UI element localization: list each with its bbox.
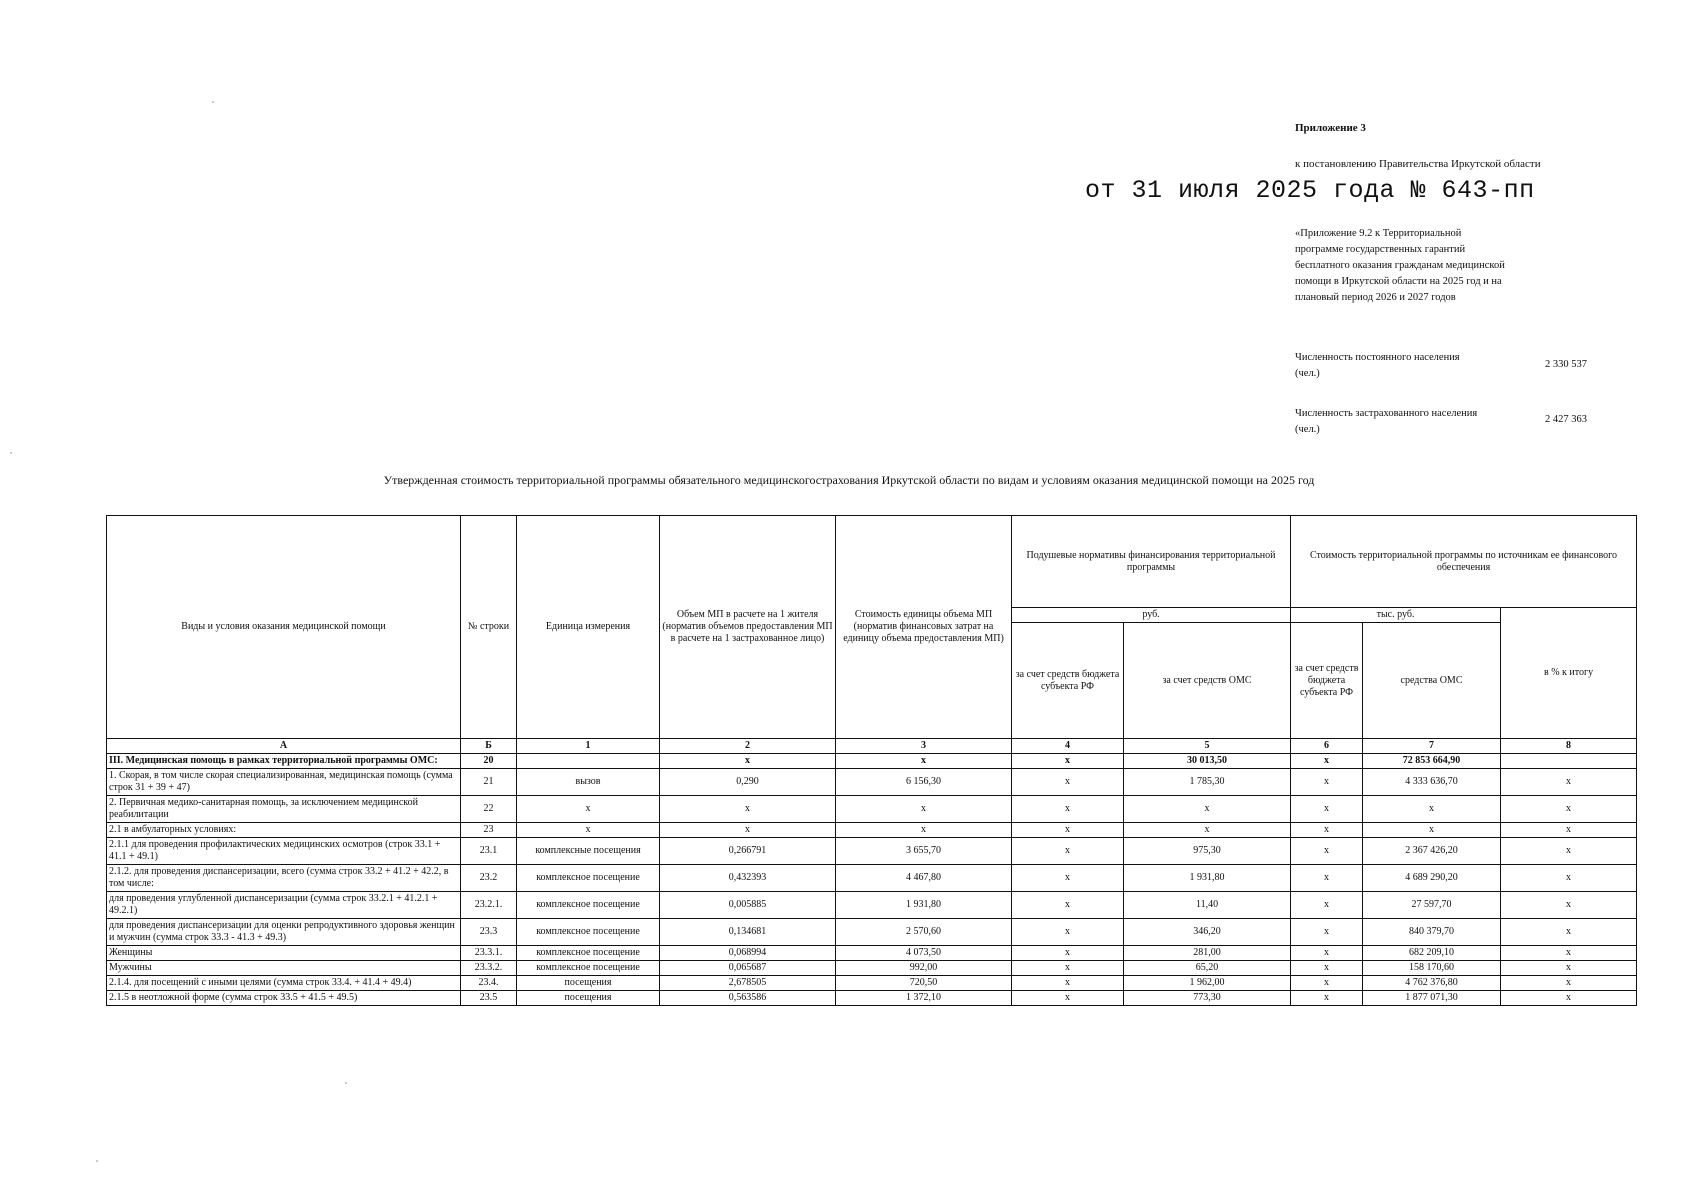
row-unit: комплексное посещение (517, 892, 660, 919)
row-unit: вызов (517, 769, 660, 796)
row-budget-norm: х (1012, 865, 1124, 892)
row-unit-cost: 3 655,70 (836, 838, 1012, 865)
row-line-no: 23.3.1. (461, 946, 517, 961)
header-line-no: № строки (461, 516, 517, 739)
table-row (107, 823, 1637, 838)
row-oms-norm: 346,20 (1124, 919, 1291, 946)
row-volume: 0,563586 (660, 991, 836, 1006)
row-oms-norm: х (1124, 796, 1291, 823)
row-oms-cost: 840 379,70 (1363, 919, 1501, 946)
row-kind: Женщины (107, 946, 461, 961)
row-kind: 2.1.5 в неотложной форме (сумма строк 33.5 + 41.5 + 49.5) (107, 991, 461, 1006)
row-percent: х (1501, 823, 1637, 838)
row-kind: для проведения углубленной диспансеризации (сумма строк 33.2.1 + 41.2.1 + 49.2.1) (107, 892, 461, 919)
row-unit-cost: х (836, 823, 1012, 838)
row-unit (517, 754, 660, 769)
row-oms-cost: 4 333 636,70 (1363, 769, 1501, 796)
row-percent: х (1501, 892, 1637, 919)
row-budget-norm: х (1012, 892, 1124, 919)
row-unit-cost: 1 931,80 (836, 892, 1012, 919)
row-line-no: 22 (461, 796, 517, 823)
annex-text: «Приложение 9.2 к Территориальной программе государственных гарантий бесплатного оказания гражданам медицинской помощи в Иркутской области на 2025 год и на плановый период 2026 и 2027 годов (1295, 228, 1505, 303)
table-row (107, 991, 1637, 1006)
row-unit-cost: 4 073,50 (836, 946, 1012, 961)
row-line-no: 23.5 (461, 991, 517, 1006)
row-kind: 2.1 в амбулаторных условиях: (107, 823, 461, 838)
column-number: А (107, 739, 461, 754)
row-volume: х (660, 754, 836, 769)
header-oms-norm: за счет средств ОМС (1124, 623, 1291, 739)
row-volume: х (660, 796, 836, 823)
column-number: 3 (836, 739, 1012, 754)
row-oms-norm: 1 931,80 (1124, 865, 1291, 892)
row-line-no: 23 (461, 823, 517, 838)
row-volume: 0,005885 (660, 892, 836, 919)
column-number: 5 (1124, 739, 1291, 754)
row-line-no: 23.3.2. (461, 961, 517, 976)
row-oms-norm: 281,00 (1124, 946, 1291, 961)
column-numbering-row (107, 739, 1637, 754)
row-unit: комплексное посещение (517, 961, 660, 976)
row-percent: х (1501, 865, 1637, 892)
header-volume: Объем МП в расчете на 1 жителя (норматив объемов предоставления МП в расчете на 1 застрахованное лицо) (660, 516, 836, 739)
row-percent: х (1501, 796, 1637, 823)
row-unit-cost: 720,50 (836, 976, 1012, 991)
row-kind: 2.1.2. для проведения диспансеризации, всего (сумма строк 33.2 + 41.2 + 42.2, в том числе: (107, 865, 461, 892)
table-row (107, 892, 1637, 919)
row-budget-cost: х (1291, 991, 1363, 1006)
insured-population-value: 2 427 363 (1545, 414, 1587, 425)
row-budget-norm: х (1012, 796, 1124, 823)
row-budget-cost: х (1291, 976, 1363, 991)
table-row (107, 865, 1637, 892)
row-oms-norm: 1 962,00 (1124, 976, 1291, 991)
row-line-no: 23.2 (461, 865, 517, 892)
row-volume: 0,266791 (660, 838, 836, 865)
row-budget-norm: х (1012, 946, 1124, 961)
row-volume: 0,068994 (660, 946, 836, 961)
header-per-capita-norms: Подушевые нормативы финансирования территориальной программы (1012, 516, 1291, 608)
row-volume: х (660, 823, 836, 838)
table-row (107, 754, 1637, 769)
row-budget-cost: х (1291, 919, 1363, 946)
header-budget-cost: за счет средств бюджета субъекта РФ (1291, 623, 1363, 739)
column-number: 8 (1501, 739, 1637, 754)
table-row (107, 796, 1637, 823)
row-budget-norm: х (1012, 769, 1124, 796)
row-oms-norm: х (1124, 823, 1291, 838)
row-oms-cost: 4 762 376,80 (1363, 976, 1501, 991)
row-unit: комплексное посещение (517, 946, 660, 961)
row-oms-cost: 72 853 664,90 (1363, 754, 1501, 769)
header-budget-norm: за счет средств бюджета субъекта РФ (1012, 623, 1124, 739)
row-line-no: 23.3 (461, 919, 517, 946)
row-percent: х (1501, 991, 1637, 1006)
row-oms-norm: 1 785,30 (1124, 769, 1291, 796)
header-percent: в % к итогу (1501, 608, 1637, 739)
row-budget-norm: х (1012, 961, 1124, 976)
header-unit: Единица измерения (517, 516, 660, 739)
row-oms-norm: 773,30 (1124, 991, 1291, 1006)
row-percent: х (1501, 976, 1637, 991)
row-kind: 2.1.4. для посещений с иными целями (сумма строк 33.4. + 41.4 + 49.4) (107, 976, 461, 991)
row-percent: х (1501, 961, 1637, 976)
row-budget-norm: х (1012, 919, 1124, 946)
row-budget-norm: х (1012, 754, 1124, 769)
scan-speck (96, 1160, 98, 1162)
column-number: Б (461, 739, 517, 754)
header-unit-thousand-rub: тыс. руб. (1291, 608, 1501, 623)
document-title: Утвержденная стоимость территориальной программы обязательного медицинскогострахования Иркутской области по видам и условиям оказания медицинской помощи на 2025 год (383, 473, 1315, 487)
row-kind: 1. Скорая, в том числе скорая специализированная, медицинская помощь (сумма строк 31 + 39 + 47) (107, 769, 461, 796)
row-unit: комплексные посещения (517, 838, 660, 865)
row-budget-cost: х (1291, 796, 1363, 823)
decree-stamp: от 31 июля 2025 года № 643-пп (1085, 176, 1535, 205)
row-kind: 2.1.1 для проведения профилактических медицинских осмотров (строк 33.1 + 41.1 + 49.1) (107, 838, 461, 865)
row-unit-cost: 992,00 (836, 961, 1012, 976)
row-line-no: 23.4. (461, 976, 517, 991)
row-budget-norm: х (1012, 823, 1124, 838)
row-budget-norm: х (1012, 976, 1124, 991)
row-kind: 2. Первичная медико-санитарная помощь, за исключением медицинской реабилитации (107, 796, 461, 823)
permanent-population-value: 2 330 537 (1545, 359, 1587, 370)
row-unit: х (517, 796, 660, 823)
scan-speck (212, 101, 214, 103)
row-unit: комплексное посещение (517, 919, 660, 946)
row-budget-cost: х (1291, 961, 1363, 976)
column-number: 2 (660, 739, 836, 754)
row-oms-cost: х (1363, 823, 1501, 838)
row-line-no: 23.2.1. (461, 892, 517, 919)
row-oms-norm: 11,40 (1124, 892, 1291, 919)
row-kind: III. Медицинская помощь в рамках территориальной программы ОМС: (107, 754, 461, 769)
row-budget-norm: х (1012, 838, 1124, 865)
row-volume: 0,432393 (660, 865, 836, 892)
row-budget-cost: х (1291, 823, 1363, 838)
row-budget-cost: х (1291, 865, 1363, 892)
table-row (107, 838, 1637, 865)
row-kind: для проведения диспансеризации для оценки репродуктивного здоровья женщин и мужчин (сумма строк 33.3 - 41.3 + 49.3) (107, 919, 461, 946)
row-line-no: 23.1 (461, 838, 517, 865)
column-number: 4 (1012, 739, 1124, 754)
insured-population-label: Численность застрахованного населения (чел.) (1295, 408, 1478, 435)
table-row (107, 946, 1637, 961)
row-volume: 0,065687 (660, 961, 836, 976)
header-program-cost: Стоимость территориальной программы по источникам ее финансового обеспечения (1291, 516, 1637, 608)
row-budget-cost: х (1291, 892, 1363, 919)
row-percent: х (1501, 946, 1637, 961)
appendix-reference: к постановлению Правительства Иркутской области (1295, 158, 1541, 170)
row-percent: х (1501, 769, 1637, 796)
row-line-no: 20 (461, 754, 517, 769)
row-budget-norm: х (1012, 991, 1124, 1006)
row-unit-cost: х (836, 754, 1012, 769)
row-oms-cost: х (1363, 796, 1501, 823)
row-line-no: 21 (461, 769, 517, 796)
table-row (107, 769, 1637, 796)
row-oms-cost: 27 597,70 (1363, 892, 1501, 919)
row-volume: 0,134681 (660, 919, 836, 946)
row-unit-cost: х (836, 796, 1012, 823)
row-unit: х (517, 823, 660, 838)
column-number: 7 (1363, 739, 1501, 754)
table-row (107, 976, 1637, 991)
row-budget-cost: х (1291, 769, 1363, 796)
row-percent: х (1501, 838, 1637, 865)
row-oms-cost: 1 877 071,30 (1363, 991, 1501, 1006)
scan-speck (345, 1082, 347, 1084)
row-volume: 0,290 (660, 769, 836, 796)
table-row (107, 919, 1637, 946)
row-budget-cost: х (1291, 754, 1363, 769)
row-unit-cost: 2 570,60 (836, 919, 1012, 946)
row-oms-cost: 4 689 290,20 (1363, 865, 1501, 892)
row-oms-norm: 975,30 (1124, 838, 1291, 865)
row-oms-cost: 2 367 426,20 (1363, 838, 1501, 865)
row-kind: Мужчины (107, 961, 461, 976)
row-oms-norm: 65,20 (1124, 961, 1291, 976)
header-kind: Виды и условия оказания медицинской помощи (107, 516, 461, 739)
cost-table (106, 515, 1637, 1006)
table-row (107, 961, 1637, 976)
row-unit: посещения (517, 976, 660, 991)
row-volume: 2,678505 (660, 976, 836, 991)
row-budget-cost: х (1291, 838, 1363, 865)
header-oms-cost: средства ОМС (1363, 623, 1501, 739)
row-oms-norm: 30 013,50 (1124, 754, 1291, 769)
permanent-population-label: Численность постоянного населения (чел.) (1295, 352, 1460, 379)
table-body (107, 754, 1637, 1006)
scan-speck (10, 452, 12, 454)
header-unit-rub: руб. (1012, 608, 1291, 623)
column-number: 1 (517, 739, 660, 754)
row-unit: комплексное посещение (517, 865, 660, 892)
row-unit-cost: 6 156,30 (836, 769, 1012, 796)
row-percent (1501, 754, 1637, 769)
row-unit: посещения (517, 991, 660, 1006)
appendix-title: Приложение 3 (1295, 122, 1366, 134)
header-unit-cost: Стоимость единицы объема МП (норматив финансовых затрат на единицу объема предоставления МП) (836, 516, 1012, 739)
row-oms-cost: 158 170,60 (1363, 961, 1501, 976)
row-unit-cost: 1 372,10 (836, 991, 1012, 1006)
row-oms-cost: 682 209,10 (1363, 946, 1501, 961)
row-budget-cost: х (1291, 946, 1363, 961)
column-number: 6 (1291, 739, 1363, 754)
row-percent: х (1501, 919, 1637, 946)
row-unit-cost: 4 467,80 (836, 865, 1012, 892)
